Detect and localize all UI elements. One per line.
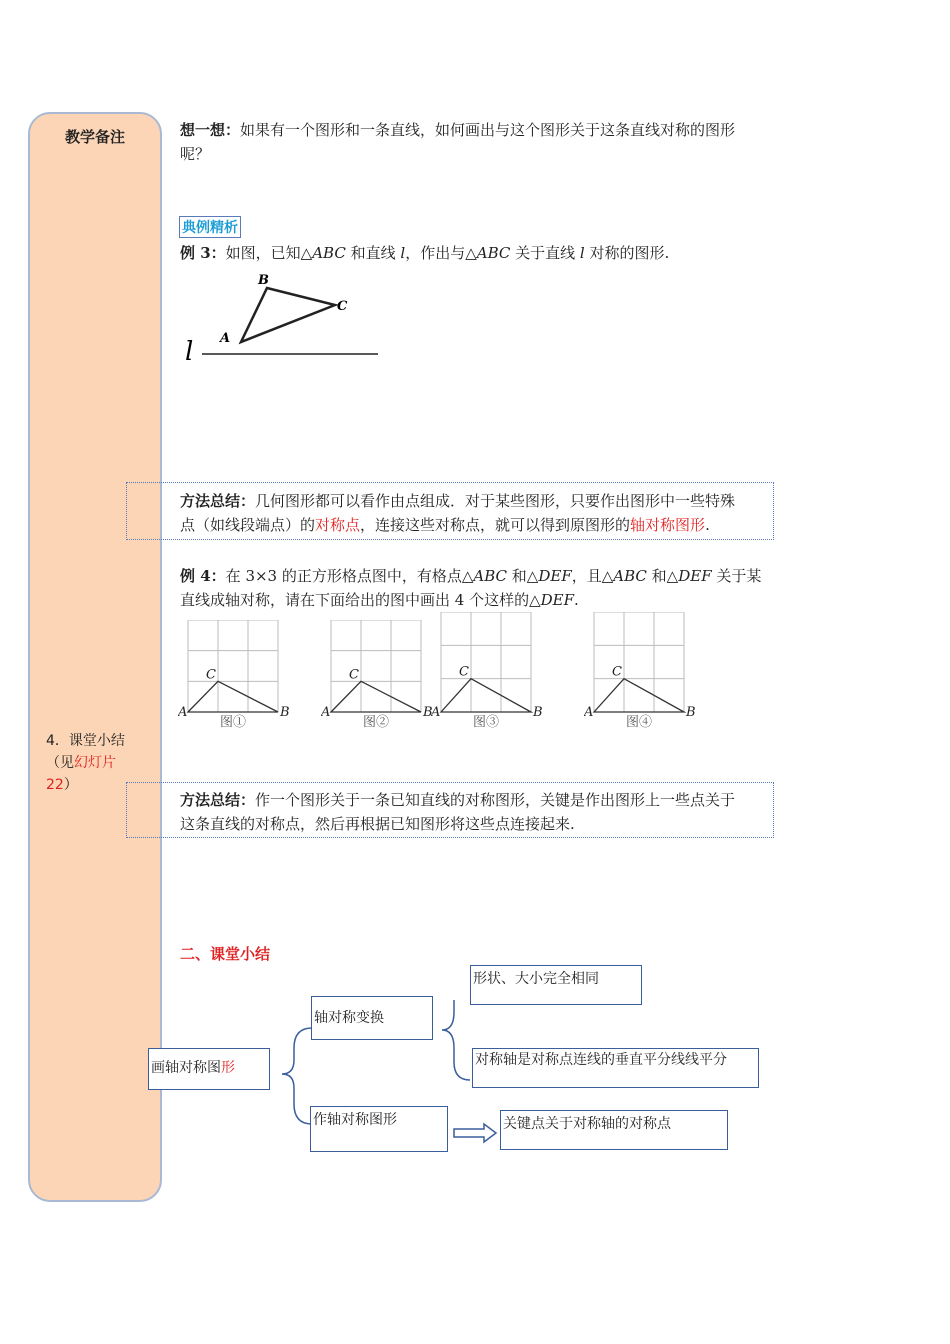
triangle-figure xyxy=(180,268,390,368)
ex4-def2: DEF xyxy=(678,567,712,585)
method2-t2: 这条直线的对称点，然后再根据已知图形将这些点连接起来. xyxy=(180,815,575,833)
ex3-l: l xyxy=(400,244,406,262)
triangle-abc xyxy=(441,679,531,712)
sidebar-note-close: ） xyxy=(63,777,78,793)
ex4-abc: ABC xyxy=(473,567,508,585)
ex4-t2a: 直线成轴对称，请在下面给出的图中画出 4 个这样的△ xyxy=(180,591,541,609)
arrow-icon xyxy=(454,1124,496,1142)
method1-red1: 对称点 xyxy=(315,516,361,534)
grid-label-c: C xyxy=(612,664,622,680)
flow-arrow xyxy=(452,1122,502,1146)
sidebar-title: 教学备注 xyxy=(64,128,125,146)
flow-root-text: 画轴对称图 xyxy=(151,1060,221,1076)
sidebar-note-slide: 幻灯片 xyxy=(74,755,116,771)
flow-node-keypoint: 关键点关于对称轴的对称点 xyxy=(500,1110,728,1150)
ex3-l2: l xyxy=(579,244,585,262)
triangle-abc xyxy=(241,288,335,342)
ex4-def: DEF xyxy=(538,567,572,585)
grid-label-c: C xyxy=(459,664,469,680)
method1-t2a: 点（如线段端点）的 xyxy=(180,516,316,534)
grid-caption: 图③ xyxy=(472,715,500,730)
ex3-t-d: 关于直线 xyxy=(510,244,580,262)
ex3-t-c: ，作出与△ xyxy=(405,244,477,262)
ex4-t2b: . xyxy=(574,591,579,609)
example3-paragraph xyxy=(180,241,820,265)
grid-figure-4 xyxy=(584,612,714,742)
method1-label: 方法总结： xyxy=(180,492,256,510)
grid-label-a: A xyxy=(321,705,331,720)
flow-node-same: 形状、大小完全相同 xyxy=(470,965,642,1005)
sidebar-note-slide-num: 22 xyxy=(46,777,64,793)
ex4-def3: DEF xyxy=(540,591,575,609)
think-text-2: 呢？ xyxy=(180,145,211,163)
grid-label-c: C xyxy=(206,667,216,683)
ex3-abc2: ABC xyxy=(476,244,511,262)
method2-label: 方法总结： xyxy=(180,791,256,809)
summary-heading: 二、课堂小结 xyxy=(180,945,271,963)
method1-red2: 轴对称图形 xyxy=(630,516,706,534)
label-l: l xyxy=(185,337,194,367)
ex4-t1d: 和△ xyxy=(646,567,679,585)
think-paragraph xyxy=(180,118,820,166)
ex4-t1c: ，且△ xyxy=(571,567,614,585)
triangle-abc xyxy=(331,681,421,712)
method2-t1: 作一个图形关于一条已知直线的对称图形，关键是作出图形上一些点关于 xyxy=(255,791,736,809)
grid-label-a: A xyxy=(431,705,441,720)
think-label: 想一想： xyxy=(180,121,241,139)
sidebar-note-open: （见 xyxy=(46,755,74,771)
brace-main xyxy=(282,1028,312,1124)
ex4-t1e: 关于某 xyxy=(711,567,762,585)
method1-t1: 几何图形都可以看作由点组成．对于某些图形，只要作出图形中一些特殊 xyxy=(255,492,736,510)
ex3-abc: ABC xyxy=(312,244,346,262)
flow-node-axis: 对称轴是对称点连线的垂直平分线线平分 xyxy=(472,1048,759,1088)
grid-caption: 图① xyxy=(219,715,247,730)
label-a: A xyxy=(220,331,231,346)
grid-label-b: B xyxy=(280,705,290,720)
example4-label: 例 4： xyxy=(180,567,226,585)
think-text-1: 如果有一个图形和一条直线，如何画出与这个图形关于这条直线对称的图形 xyxy=(240,121,736,139)
example3-label: 例 3： xyxy=(180,244,226,262)
grid-label-b: B xyxy=(686,705,696,720)
grid-label-a: A xyxy=(584,705,594,720)
flow-root-red: 形 xyxy=(221,1060,235,1076)
grid-caption: 图② xyxy=(362,715,390,730)
ex4-abc2: ABC xyxy=(613,567,647,585)
triangle-abc xyxy=(188,681,278,712)
grid-caption: 图④ xyxy=(625,715,653,730)
method1-t2c: . xyxy=(705,516,710,534)
grid-label-c: C xyxy=(349,667,359,683)
section-tag: 典例精析 xyxy=(179,216,241,238)
brace-sub xyxy=(442,1000,470,1080)
sidebar-note-num: 4．课堂小结 xyxy=(46,733,125,749)
grid-label-a: A xyxy=(178,705,188,720)
ex4-t1a: 在 3×3 的正方形格点图中，有格点△ xyxy=(225,567,474,585)
ex3-t-a: 如图，已知△ xyxy=(225,244,313,262)
method-summary-2 xyxy=(180,788,820,836)
ex3-t-b: 和直线 xyxy=(345,244,401,262)
ex4-t1b: 和△ xyxy=(507,567,539,585)
grid-label-b: B xyxy=(533,705,543,720)
sidebar-panel xyxy=(28,112,162,1202)
triangle-abc xyxy=(594,679,684,712)
ex3-t-e: 对称的图形. xyxy=(584,244,670,262)
grid-label-b: B xyxy=(423,705,433,720)
flow-node-draw: 作轴对称图形 xyxy=(310,1106,448,1152)
grid-figure-1 xyxy=(178,620,308,742)
grid-figure-3 xyxy=(431,612,561,742)
label-c: C xyxy=(337,299,348,314)
label-b: B xyxy=(258,273,269,288)
method1-t2b: ，连接这些对称点，就可以得到原图形的 xyxy=(360,516,631,534)
flow-node-transform: 轴对称变换 xyxy=(311,996,433,1040)
method-summary-1 xyxy=(180,489,820,537)
flow-root xyxy=(148,1048,270,1090)
example4-paragraph xyxy=(180,564,830,612)
